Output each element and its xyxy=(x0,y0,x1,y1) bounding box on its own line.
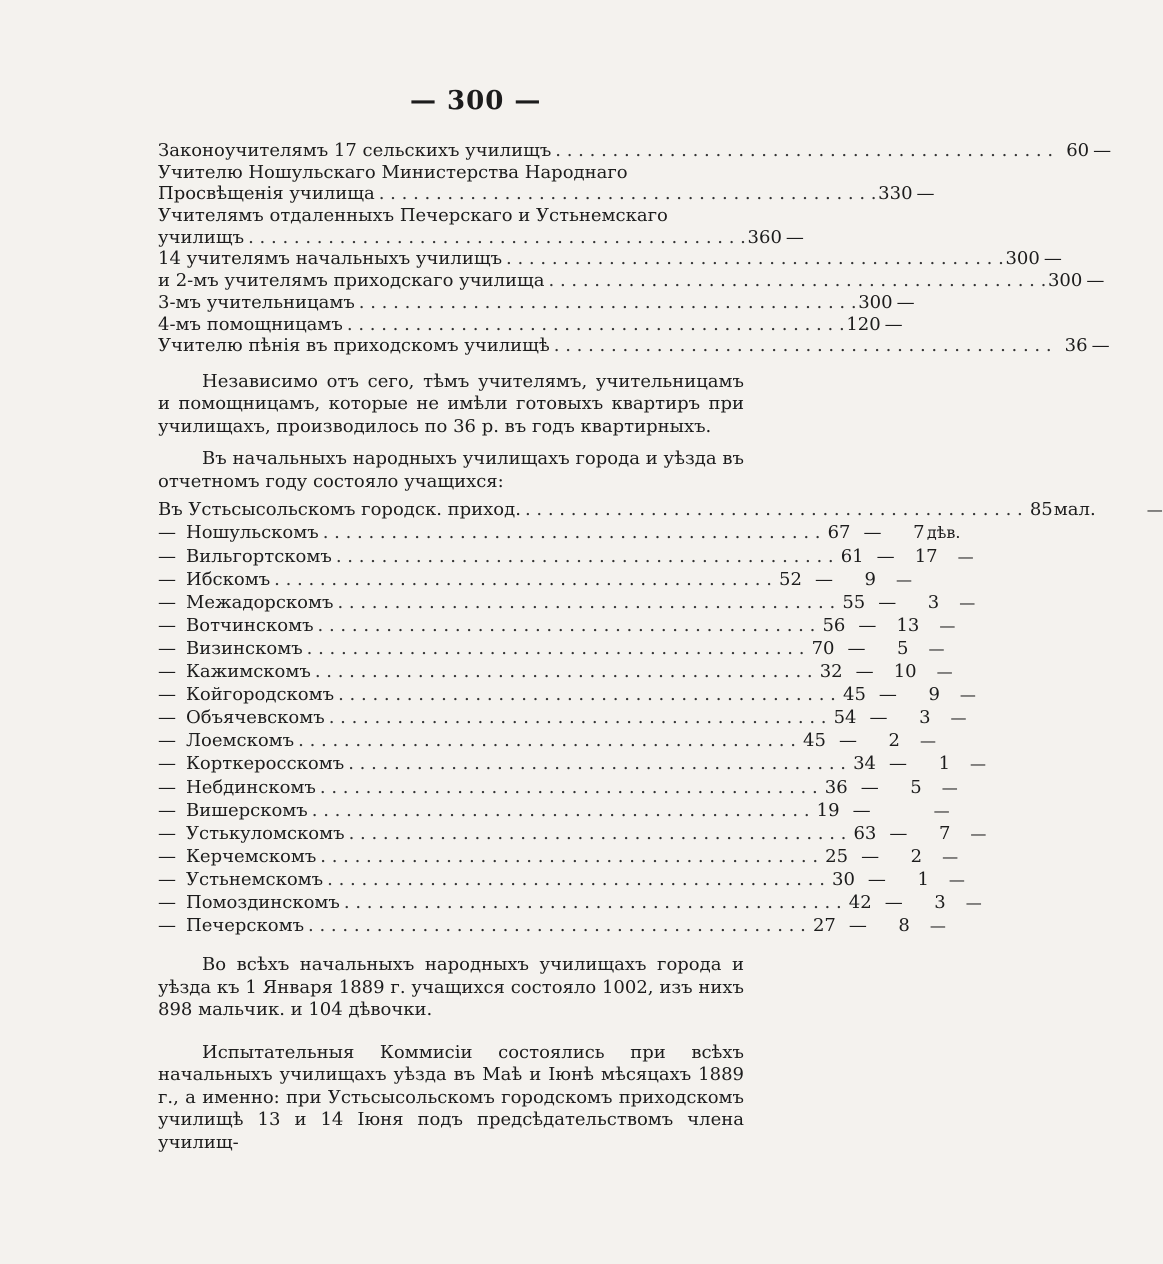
girls-count: 9 xyxy=(864,568,876,590)
boys-count: 25 xyxy=(825,845,849,867)
boys-count: 67 xyxy=(827,522,851,544)
girls-count: 1 xyxy=(917,868,929,890)
boys-count: 32 xyxy=(819,661,843,683)
pupils-row: — Вишерскомъ . . . . . . . . . . . . . . . . . . . . . . . . . . . . . . . . . . . . . . . . . . . . 19 — — xyxy=(158,799,950,821)
salary-row: 3-мъ учительницамъ . . . . . . . . . . . . . . . . . . . . . . . . . . . . . . . . . . . . . . . . . . . . 300 — xyxy=(158,291,915,313)
ditto-dash: — xyxy=(158,661,176,683)
salary-row: и 2-мъ учителямъ приходскаго училища . . . . . . . . . . . . . . . . . . . . . . . . . . . . . . . . . . . . . . . . . . . . 300 — xyxy=(158,270,1105,292)
girls-count: 8 xyxy=(898,915,910,937)
salary-row xyxy=(158,162,744,184)
pupils-row: — Керчемскомъ . . . . . . . . . . . . . . . . . . . . . . . . . . . . . . . . . . . . . . . . . . . . 25 — 2 — xyxy=(158,845,959,867)
count-dash: — xyxy=(858,614,877,636)
row-suffix: — xyxy=(957,546,974,566)
boys-count: 36 xyxy=(824,776,848,798)
page-content xyxy=(158,140,1163,1154)
row-suffix: — xyxy=(959,685,976,705)
girls-count: 1 xyxy=(938,753,951,775)
salary-amount: 36 xyxy=(1064,335,1088,357)
pupils-row: — Устькуломскомъ . . . . . . . . . . . . . . . . . . . . . . . . . . . . . . . . . . . . . . . . . . . . 63 — 7 — xyxy=(158,822,987,844)
ditto-dash: — xyxy=(158,637,176,659)
pupils-row: — Небдинскомъ . . . . . . . . . . . . . . . . . . . . . . . . . . . . . . . . . . . . . . . . . . . . 36 — 5 — xyxy=(158,776,958,798)
boys-count: 19 xyxy=(816,799,840,821)
salary-text: Учителю пѣнія въ приходскомъ училищѣ xyxy=(158,335,550,357)
school-name: Вотчинскомъ xyxy=(186,614,314,636)
ditto-dash: — xyxy=(158,730,176,752)
row-suffix: — xyxy=(933,800,950,820)
salary-row: Учителю пѣнія въ приходскомъ училищѣ . . . . . . . . . . . . . . . . . . . . . . . . . . . . . . . . . . . . . . . . . . . . 36 — xyxy=(158,335,1110,357)
salary-list xyxy=(158,140,1112,357)
row-suffix: — xyxy=(942,846,959,866)
girls-count: 7 xyxy=(913,522,925,544)
pupils-row: — Койгородскомъ . . . . . . . . . . . . . . . . . . . . . . . . . . . . . . . . . . . . . . . . . . . . 45 — 9 — xyxy=(158,684,976,706)
salary-suffix: — xyxy=(1091,335,1110,357)
school-name: Печерскомъ xyxy=(186,915,305,937)
count-dash: — xyxy=(889,822,908,844)
pupils-row: — Лоемскомъ . . . . . . . . . . . . . . . . . . . . . . . . . . . . . . . . . . . . . . . . . . . . 45 — 2 — xyxy=(158,730,936,752)
exams-paragraph: Испытательныя Коммисіи состоялись при всѣхъ начальныхъ училищахъ уѣзда въ Маѣ и Іюнѣ мѣсяцахъ 1889 г., а именно: при Устьсысольскомъ городскомъ приходскомъ училищѣ 13 и 14 Іюня подъ предсѣдательствомъ члена училищ- xyxy=(158,1041,744,1153)
girls-count: 13 xyxy=(896,614,920,636)
salary-text: Просвѣщенія училища xyxy=(158,183,375,205)
girls-count: 3 xyxy=(919,707,931,729)
salary-amount: 120 xyxy=(846,313,881,335)
school-name: Помоздинскомъ xyxy=(186,891,340,913)
salary-amount: 300 xyxy=(1005,248,1040,270)
total-paragraph: Во всѣхъ начальныхъ народныхъ училищахъ города и уѣзда къ 1 Января 1889 г. учащихся состояло 1002, изъ нихъ 898 мальчик. и 104 дѣвочки. xyxy=(158,954,744,1021)
page-number: — 300 — xyxy=(410,86,542,116)
boys-count: 61 xyxy=(840,545,864,567)
boys-count: 42 xyxy=(848,891,872,913)
school-name: Устьнемскомъ xyxy=(186,868,324,890)
salary-text: Законоучителямъ 17 сельскихъ училищъ xyxy=(158,140,552,161)
pupils-row: — Ношульскомъ . . . . . . . . . . . . . . . . . . . . . . . . . . . . . . . . . . . . . . . . . . . . 67 — 7 дѣв. xyxy=(158,522,961,544)
school-name: Керчемскомъ xyxy=(186,845,317,867)
salary-suffix: — xyxy=(785,226,804,248)
pupils-row: — Вильгортскомъ . . . . . . . . . . . . . . . . . . . . . . . . . . . . . . . . . . . . . . . . . . . . 61 — 17 — xyxy=(158,545,974,567)
school-name: Корткеросскомъ xyxy=(186,753,345,775)
salary-row: Просвѣщенія училища . . . . . . . . . . . . . . . . . . . . . . . . . . . . . . . . . . . . . . . . . . . . 330 — xyxy=(158,183,935,205)
row-suffix: дѣв. xyxy=(926,523,961,543)
salary-amount: 360 xyxy=(747,226,782,248)
school-name: Объячевскомъ xyxy=(186,707,325,729)
count-dash: — xyxy=(847,637,866,659)
pupils-row: — Визинскомъ . . . . . . . . . . . . . . . . . . . . . . . . . . . . . . . . . . . . . . . . . . . . 70 — 5 — xyxy=(158,637,945,659)
row-suffix: — xyxy=(895,569,912,589)
salary-text: и 2-мъ учителямъ приходскаго училища xyxy=(158,270,545,292)
salary-text: Учителю Ношульскаго Министерства Народнаго xyxy=(158,161,628,183)
school-name: Вишерскомъ xyxy=(186,799,308,821)
count-dash: — xyxy=(869,707,888,729)
count-dash: — xyxy=(878,684,897,706)
count-dash: — xyxy=(889,753,908,775)
girls-count: 17 xyxy=(914,545,938,567)
row-suffix: — xyxy=(928,638,945,658)
pupils-list xyxy=(158,499,1163,938)
pupils-row: — Помоздинскомъ . . . . . . . . . . . . . . . . . . . . . . . . . . . . . . . . . . . . . . . . . . . . 42 — 3 — xyxy=(158,891,982,913)
school-name: Ношульскомъ xyxy=(186,522,319,544)
ditto-dash: — xyxy=(158,845,176,867)
girls-count: 9 xyxy=(928,684,940,706)
ditto-dash: — xyxy=(158,614,176,636)
row-suffix: — xyxy=(970,823,987,843)
salary-amount: 300 xyxy=(1047,270,1083,292)
school-name: Небдинскомъ xyxy=(186,776,316,798)
ditto-dash: — xyxy=(158,799,176,821)
ditto-dash: — xyxy=(158,822,176,844)
salary-text: училищъ xyxy=(158,226,245,248)
salary-row: 14 учителямъ начальныхъ училищъ . . . . . . . . . . . . . . . . . . . . . . . . . . . . . . . . . . . . . . . . . . . . 300 — xyxy=(158,248,1062,270)
girls-count: 10 xyxy=(893,661,917,683)
girls-count: 7 xyxy=(938,822,951,844)
salary-suffix: — xyxy=(1043,248,1062,270)
count-dash: — xyxy=(876,545,895,567)
count-dash: — xyxy=(852,799,871,821)
salary-text: 3-мъ учительницамъ xyxy=(158,291,355,313)
count-dash: — xyxy=(884,891,903,913)
salary-suffix: — xyxy=(1093,140,1112,161)
salary-amount: 300 xyxy=(858,291,893,313)
count-dash: — xyxy=(814,568,833,590)
salary-suffix: — xyxy=(1086,270,1105,292)
boys-count: 34 xyxy=(853,753,877,775)
school-name: Ибскомъ xyxy=(186,568,271,590)
salary-amount: 330 xyxy=(878,183,913,205)
boys-count: 63 xyxy=(853,822,877,844)
salary-row: 4-мъ помощницамъ . . . . . . . . . . . . . . . . . . . . . . . . . . . . . . . . . . . . . . . . . . . . 120 — xyxy=(158,313,903,335)
row-suffix: — xyxy=(1146,500,1163,520)
boys-count: 45 xyxy=(803,730,826,752)
ditto-dash: — xyxy=(158,545,176,567)
count-dash: — xyxy=(838,730,857,752)
pupils-row-town: Въ Устьсысольскомъ городск. приход. . . . . . . . . . . . . . . . . . . . . . . . . . . . . . . . . . . . . . . . . . . . . 85 мал. — xyxy=(158,499,1163,521)
boys-count: 30 xyxy=(832,868,855,890)
boys-count: 55 xyxy=(842,591,866,613)
ditto-dash: — xyxy=(158,591,176,613)
school-name: Койгородскомъ xyxy=(186,684,335,706)
boys-count: 52 xyxy=(779,568,802,590)
row-suffix: — xyxy=(929,916,946,936)
row-suffix: — xyxy=(970,754,987,774)
count-dash: — xyxy=(855,661,874,683)
row-suffix: — xyxy=(965,892,982,912)
girls-count: 2 xyxy=(888,730,900,752)
girls-count: 2 xyxy=(910,845,923,867)
salary-text: 4-мъ помощницамъ xyxy=(158,313,343,335)
salary-text: 14 учителямъ начальныхъ училищъ xyxy=(158,248,503,270)
boys-count: 56 xyxy=(822,614,846,636)
count-dash: — xyxy=(878,591,897,613)
pupils-row: — Ибскомъ . . . . . . . . . . . . . . . . . . . . . . . . . . . . . . . . . . . . . . . . . . . . 52 — 9 — xyxy=(158,568,912,590)
salary-row: училищъ . . . . . . . . . . . . . . . . . . . . . . . . . . . . . . . . . . . . . . . . . . . . 360 — xyxy=(158,226,804,248)
ditto-dash: — xyxy=(158,753,176,775)
salary-suffix: — xyxy=(884,313,903,335)
ditto-dash: — xyxy=(158,776,176,798)
row-suffix: — xyxy=(919,731,936,751)
ditto-dash: — xyxy=(158,684,176,706)
row-suffix: — xyxy=(950,708,967,728)
school-name: Кажимскомъ xyxy=(186,661,311,683)
ditto-dash: — xyxy=(158,915,176,937)
ditto-dash: — xyxy=(158,868,176,890)
school-name: Межадорскомъ xyxy=(186,591,334,613)
pupils-row: — Межадорскомъ . . . . . . . . . . . . . . . . . . . . . . . . . . . . . . . . . . . . . . . . . . . . 55 — 3 — xyxy=(158,591,976,613)
school-name: Визинскомъ xyxy=(186,637,303,659)
ditto-dash: — xyxy=(158,522,176,544)
salary-text: Учителямъ отдаленныхъ Печерскаго и Устьнемскаго xyxy=(158,205,668,227)
school-name: Въ Устьсысольскомъ городск. приход. xyxy=(158,499,521,521)
boys-count: 70 xyxy=(811,637,835,659)
row-suffix: — xyxy=(959,592,976,612)
girls-count: 5 xyxy=(910,776,922,798)
ditto-dash: — xyxy=(158,891,176,913)
ditto-dash: — xyxy=(158,568,176,590)
boys-count: 85 xyxy=(1029,499,1053,521)
count-dash: — xyxy=(867,868,886,890)
boys-unit: мал. xyxy=(1053,499,1096,521)
boys-count: 54 xyxy=(833,707,857,729)
school-name: Вильгортскомъ xyxy=(186,545,332,567)
pupils-row: — Устьнемскомъ . . . . . . . . . . . . . . . . . . . . . . . . . . . . . . . . . . . . . . . . . . . . 30 — 1 — xyxy=(158,868,965,890)
pupils-row: — Объячевскомъ . . . . . . . . . . . . . . . . . . . . . . . . . . . . . . . . . . . . . . . . . . . . 54 — 3 — xyxy=(158,707,967,729)
school-name: Лоемскомъ xyxy=(186,730,295,752)
count-dash: — xyxy=(860,776,879,798)
row-suffix: — xyxy=(948,869,965,889)
salary-row xyxy=(158,205,744,227)
school-name: Устькуломскомъ xyxy=(186,822,345,844)
pupils-intro-paragraph: Въ начальныхъ народныхъ училищахъ города и уѣзда въ отчетномъ году состояло учащихся: xyxy=(158,448,744,492)
ditto-dash: — xyxy=(158,707,176,729)
salary-row: Законоучителямъ 17 сельскихъ училищъ . . . . . . . . . . . . . . . . . . . . . . . . . . . . . . . . . . . . . . . . . . . . 60 — xyxy=(158,140,1112,161)
pupils-row: — Печерскомъ . . . . . . . . . . . . . . . . . . . . . . . . . . . . . . . . . . . . . . . . . . . . 27 — 8 — xyxy=(158,915,946,937)
girls-count: 3 xyxy=(934,891,946,913)
pupils-row: — Кажимскомъ . . . . . . . . . . . . . . . . . . . . . . . . . . . . . . . . . . . . . . . . . . . . 32 — 10 — xyxy=(158,661,953,683)
boys-count: 45 xyxy=(843,684,866,706)
salary-amount: 60 xyxy=(1066,140,1090,161)
girls-count: 5 xyxy=(897,637,909,659)
pupils-row: — Вотчинскомъ . . . . . . . . . . . . . . . . . . . . . . . . . . . . . . . . . . . . . . . . . . . . 56 — 13 — xyxy=(158,614,956,636)
pupils-row: — Корткеросскомъ . . . . . . . . . . . . . . . . . . . . . . . . . . . . . . . . . . . . . . . . . . . . 34 — 1 — xyxy=(158,753,987,775)
housing-paragraph: Независимо отъ сего, тѣмъ учителямъ, учительницамъ и помощницамъ, которые не имѣли готовыхъ квартиръ при училищахъ, производилось по 36 р. въ годъ квартирныхъ. xyxy=(158,370,744,437)
count-dash: — xyxy=(861,845,880,867)
row-suffix: — xyxy=(941,777,958,797)
salary-suffix: — xyxy=(916,183,935,205)
girls-count: 3 xyxy=(927,591,940,613)
boys-count: 27 xyxy=(812,915,836,937)
salary-suffix: — xyxy=(896,291,915,313)
count-dash: — xyxy=(863,522,882,544)
row-suffix: — xyxy=(939,615,956,635)
row-suffix: — xyxy=(936,662,953,682)
count-dash: — xyxy=(848,915,867,937)
